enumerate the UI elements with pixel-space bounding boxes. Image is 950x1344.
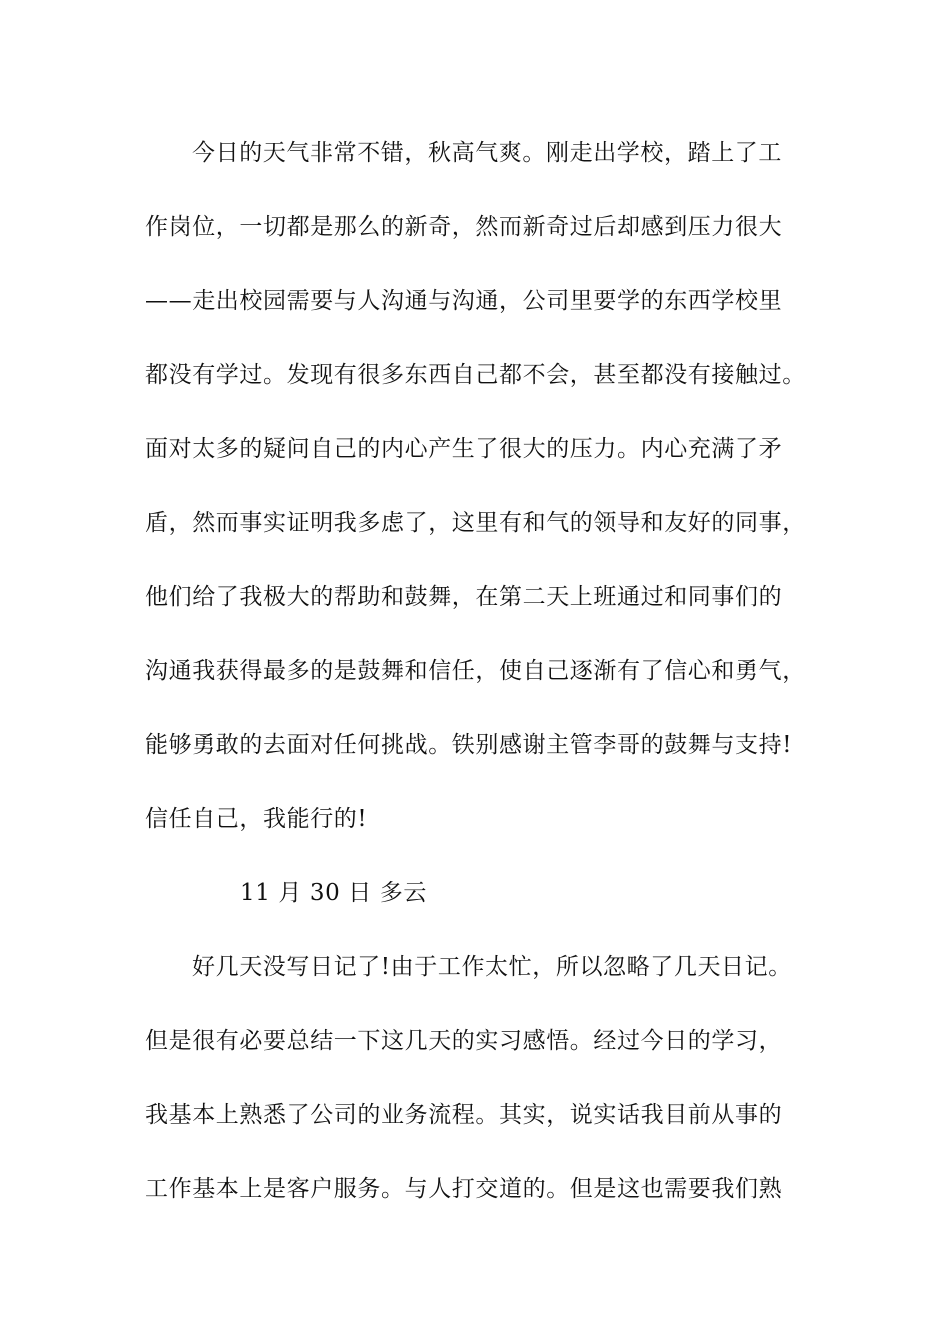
paragraph-2-line-3: 我基本上熟悉了公司的业务流程。其实，说实话我目前从事的 [145,1102,783,1128]
paragraph-1-line-1: 今日的天气非常不错，秋高气爽。刚走出学校，踏上了工 [192,140,782,166]
paragraph-1-line-6: 盾，然而事实证明我多虑了，这里有和气的领导和友好的同事， [145,510,806,536]
diary-date-heading: 11 月 30 日 多云 [240,880,427,906]
paragraph-1-line-7: 他们给了我极大的帮助和鼓舞，在第二天上班通过和同事们的 [145,584,783,610]
paragraph-2-line-4: 工作基本上是客户服务。与人打交道的。但是这也需要我们熟 [145,1176,783,1202]
paragraph-1-line-5: 面对太多的疑问自己的内心产生了很大的压力。内心充满了矛 [145,436,783,462]
paragraph-1-line-4: 都没有学过。发现有很多东西自己都不会，甚至都没有接触过。 [145,362,806,388]
paragraph-1-line-10: 信任自己，我能行的! [145,806,368,832]
paragraph-1-line-9: 能够勇敢的去面对任何挑战。铁别感谢主管李哥的鼓舞与支持! [145,732,793,758]
paragraph-1-line-8: 沟通我获得最多的是鼓舞和信任，使自己逐渐有了信心和勇气， [145,658,806,684]
paragraph-1-line-2: 作岗位，一切都是那么的新奇，然而新奇过后却感到压力很大 [145,214,783,240]
paragraph-2-line-1: 好几天没写日记了!由于工作太忙，所以忽略了几天日记。 [192,954,792,980]
paragraph-1-line-3: ——走出校园需要与人沟通与沟通，公司里要学的东西学校里 [145,288,783,314]
paragraph-2-line-2: 但是很有必要总结一下这几天的实习感悟。经过今日的学习， [145,1028,783,1054]
